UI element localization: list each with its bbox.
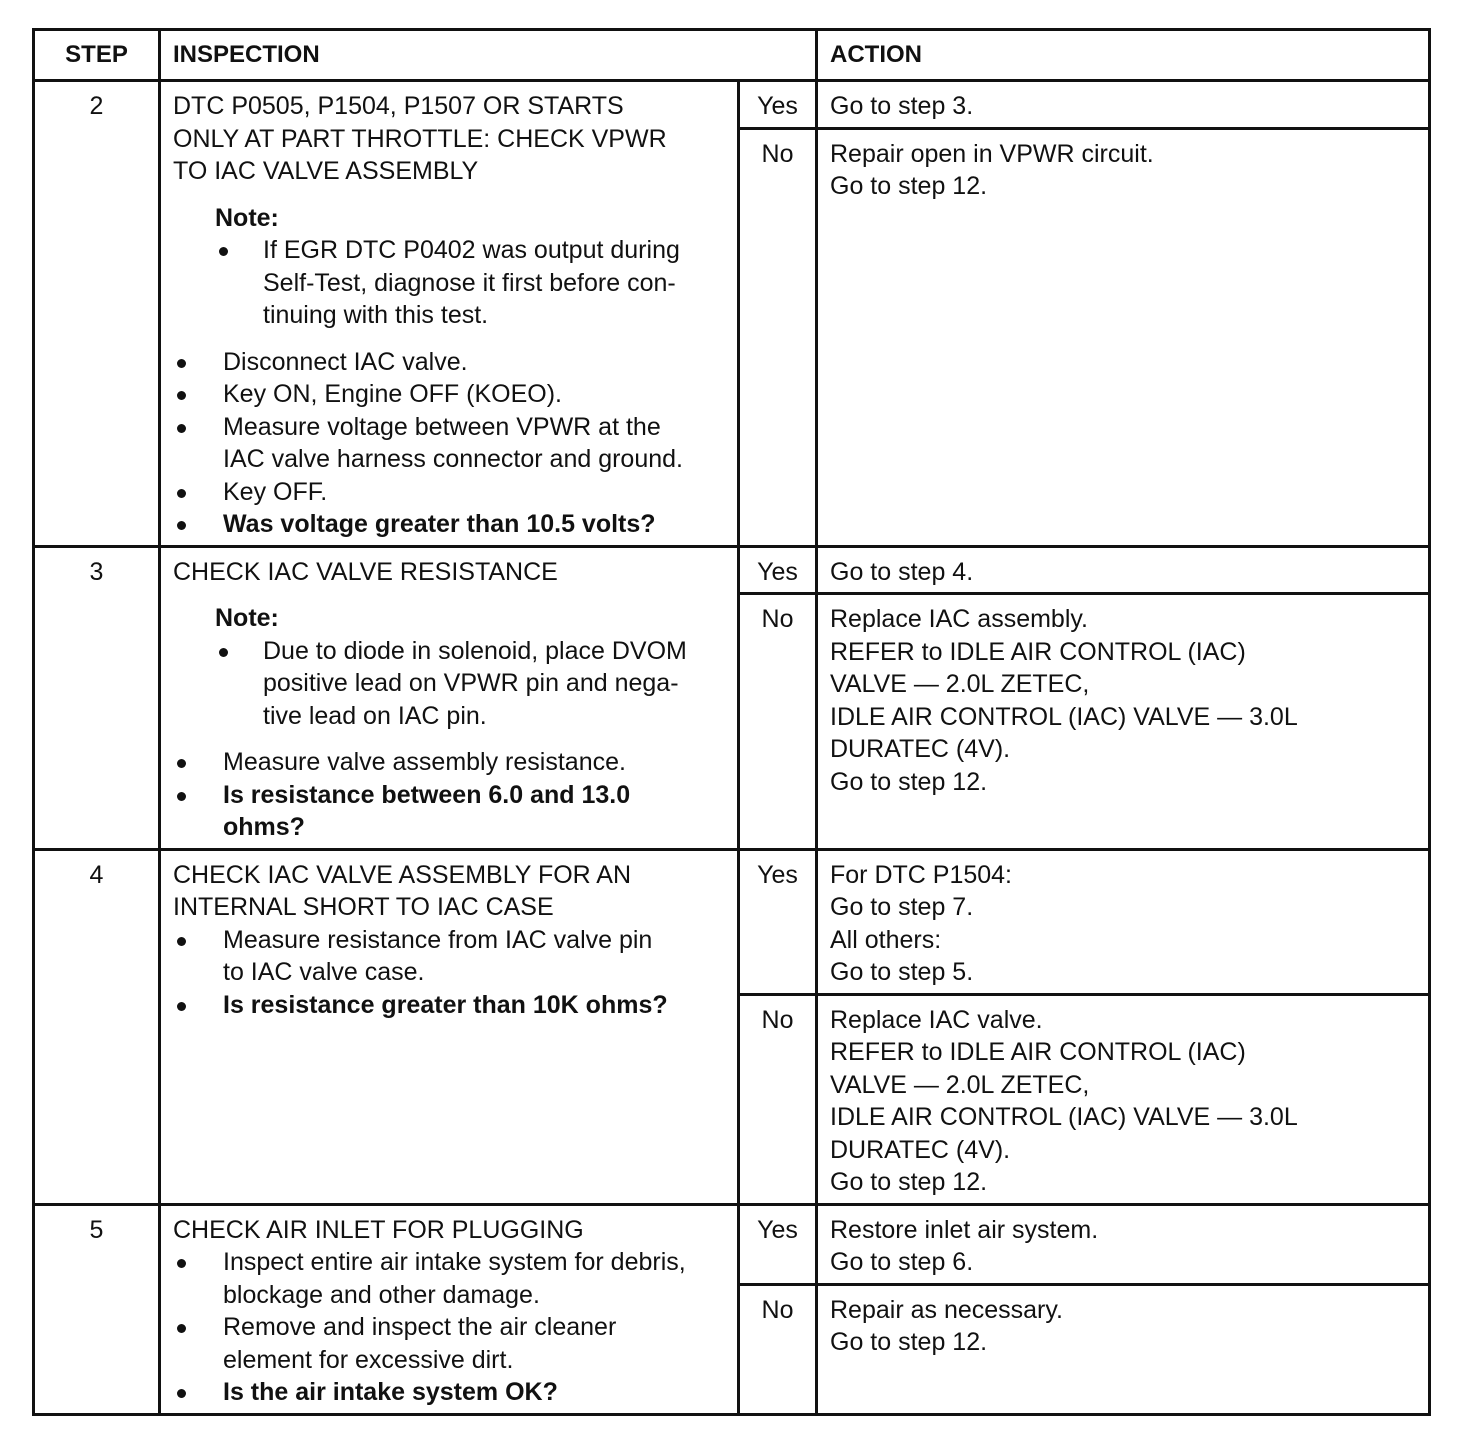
action-text: Replace IAC assembly. — [830, 605, 1088, 633]
note-text: Self-Test, diagnose it first before con- — [263, 268, 676, 297]
bullet-text: Disconnect IAC valve. — [223, 347, 468, 376]
answer-yes: Yes — [739, 81, 817, 129]
inspection-title: CHECK IAC VALVE ASSEMBLY FOR AN — [173, 860, 632, 889]
answer-yes: Yes — [739, 546, 817, 594]
action-text: Replace IAC valve. — [830, 1005, 1043, 1034]
action-cell — [817, 1284, 1430, 1414]
bullet-icon — [173, 1376, 223, 1409]
bullet-text: blockage and other damage. — [223, 1280, 540, 1309]
step-number: 4 — [34, 849, 160, 1204]
bullet-icon — [173, 476, 223, 509]
bullet-icon — [173, 411, 223, 444]
action-text: DURATEC (4V). — [830, 735, 1011, 763]
bullet-icon — [173, 779, 223, 812]
bullet-item — [173, 746, 727, 779]
note-text: positive lead on VPWR pin and nega- — [263, 669, 679, 697]
bullet-text: to IAC valve case. — [223, 958, 425, 986]
bullet-icon — [173, 989, 223, 1022]
inspection-title: INTERNAL SHORT TO IAC CASE — [173, 893, 554, 921]
answer-yes: Yes — [739, 1204, 817, 1284]
action-text: Go to step 6. — [830, 1248, 974, 1276]
note-text: If EGR DTC P0402 was output during — [263, 236, 680, 264]
action-text: Go to step 12. — [830, 1168, 988, 1196]
action-text: IDLE AIR CONTROL (IAC) VALVE — 3.0L — [830, 702, 1298, 731]
bullet-icon — [173, 924, 223, 957]
bullet-item — [173, 1376, 727, 1409]
bullet-item — [173, 508, 727, 541]
bullet-item — [173, 924, 727, 989]
bullet-text: element for excessive dirt. — [223, 1345, 514, 1374]
action-text: REFER to IDLE AIR CONTROL (IAC) — [830, 1038, 1246, 1066]
bullet-icon — [173, 746, 223, 779]
inspection-title: CHECK IAC VALVE RESISTANCE — [173, 557, 558, 586]
bullet-question: ohms? — [223, 813, 305, 841]
bullet-text: Inspect entire air intake system for debris, — [223, 1248, 686, 1276]
bullet-text: Measure valve assembly resistance. — [223, 748, 626, 776]
inspection-cell — [160, 849, 739, 1204]
bullet-question: Was voltage greater than 10.5 volts? — [223, 510, 656, 538]
table-row — [34, 849, 1430, 994]
note-text: Due to diode in solenoid, place DVOM — [263, 636, 687, 665]
action-text: REFER to IDLE AIR CONTROL (IAC) — [830, 637, 1246, 666]
answer-no: No — [739, 994, 817, 1204]
action-cell — [817, 128, 1430, 546]
inspection-title: CHECK AIR INLET FOR PLUGGING — [173, 1215, 584, 1244]
action-text: For DTC P1504: — [830, 860, 1013, 889]
bullet-icon — [173, 1311, 223, 1344]
bullet-question: Is the air intake system OK? — [223, 1378, 558, 1406]
inspection-title: DTC P0505, P1504, P1507 OR STARTS — [173, 92, 624, 120]
action-text: Go to step 3. — [830, 92, 974, 120]
note-label: Note: — [215, 203, 279, 232]
header-action: ACTION — [817, 30, 1430, 81]
note-block — [215, 202, 727, 332]
bullet-item — [173, 476, 727, 509]
action-cell — [817, 594, 1430, 850]
inspection-title: ONLY AT PART THROTTLE: CHECK VPWR — [173, 124, 667, 153]
action-text: VALVE — 2.0L ZETEC, — [830, 670, 1090, 698]
action-text: Go to step 12. — [830, 767, 988, 796]
action-text: Go to step 4. — [830, 557, 974, 586]
table-row — [34, 546, 1430, 594]
bullet-question: Is resistance between 6.0 and 13.0 — [223, 780, 631, 809]
bullet-item — [173, 346, 727, 379]
bullet-text: Measure resistance from IAC valve pin — [223, 925, 653, 954]
note-label: Note: — [215, 604, 279, 632]
action-text: Go to step 12. — [830, 172, 988, 200]
diagnostic-table — [32, 28, 1431, 1416]
inspection-title: TO IAC VALVE ASSEMBLY — [173, 157, 479, 185]
header-step: STEP — [34, 30, 160, 81]
bullet-text: IAC valve harness connector and ground. — [223, 445, 683, 473]
step-number: 3 — [34, 546, 160, 849]
action-cell — [817, 81, 1430, 129]
action-cell — [817, 849, 1430, 994]
note-text: tive lead on IAC pin. — [263, 701, 487, 730]
note-bullet — [215, 635, 727, 733]
bullet-text: Measure voltage between VPWR at the — [223, 412, 661, 441]
note-text: tinuing with this test. — [263, 301, 489, 329]
bullet-item — [173, 1311, 727, 1376]
answer-no: No — [739, 1284, 817, 1414]
answer-no: No — [739, 594, 817, 850]
header-inspection: INSPECTION — [160, 30, 817, 81]
action-text: Repair as necessary. — [830, 1295, 1063, 1324]
table-row — [34, 1204, 1430, 1284]
table-row — [34, 81, 1430, 129]
bullet-question: Is resistance greater than 10K ohms? — [223, 990, 668, 1019]
bullet-icon — [215, 234, 263, 267]
action-text: All others: — [830, 925, 942, 954]
action-text: Go to step 7. — [830, 893, 974, 921]
action-text: Restore inlet air system. — [830, 1215, 1099, 1244]
bullet-item — [173, 989, 727, 1022]
inspection-cell — [160, 1204, 739, 1414]
action-text: Repair open in VPWR circuit. — [830, 139, 1154, 168]
action-cell — [817, 546, 1430, 594]
answer-yes: Yes — [739, 849, 817, 994]
action-cell — [817, 1204, 1430, 1284]
action-text: IDLE AIR CONTROL (IAC) VALVE — 3.0L — [830, 1103, 1298, 1131]
bullet-icon — [173, 508, 223, 541]
step-number: 5 — [34, 1204, 160, 1414]
action-cell — [817, 994, 1430, 1204]
bullet-item — [173, 1246, 727, 1311]
bullet-icon — [215, 635, 263, 668]
note-bullet — [215, 234, 727, 332]
bullet-icon — [173, 378, 223, 411]
note-block — [215, 602, 727, 732]
action-text: Go to step 12. — [830, 1328, 988, 1356]
bullet-item — [173, 378, 727, 411]
step-number: 2 — [34, 81, 160, 547]
bullet-item — [173, 411, 727, 476]
answer-no: No — [739, 128, 817, 546]
action-text: VALVE — 2.0L ZETEC, — [830, 1070, 1090, 1099]
bullet-text: Remove and inspect the air cleaner — [223, 1313, 617, 1341]
header-row — [34, 30, 1430, 81]
action-text: DURATEC (4V). — [830, 1135, 1011, 1164]
bullet-text: Key ON, Engine OFF (KOEO). — [223, 380, 562, 408]
inspection-cell — [160, 546, 739, 849]
bullet-item — [173, 779, 727, 844]
bullet-text: Key OFF. — [223, 477, 328, 506]
bullet-icon — [173, 1246, 223, 1279]
bullet-icon — [173, 346, 223, 379]
action-text: Go to step 5. — [830, 958, 974, 986]
inspection-cell — [160, 81, 739, 547]
